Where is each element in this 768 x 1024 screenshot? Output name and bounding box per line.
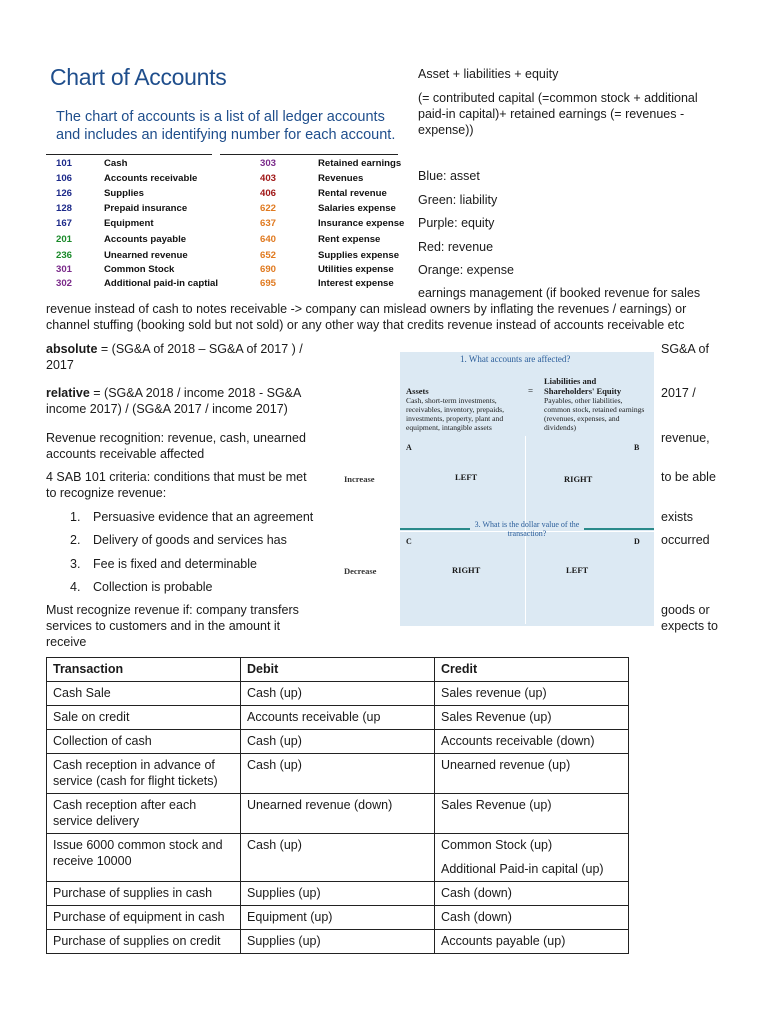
criterion-number: 1. (70, 510, 81, 524)
legend-orange: Orange: expense (418, 263, 514, 277)
criterion-item (70, 556, 257, 572)
teal-line-left (400, 528, 470, 530)
coa-account-number: 637 (260, 218, 277, 229)
transaction-cell (47, 794, 241, 834)
transaction-cell-text: Cash reception in advance of service (cash for flight tickets) (53, 758, 218, 788)
relative-formula-end: income 2017) / (SG&A 2017 / income 2017) (46, 402, 288, 416)
transaction-cell-text: Issue 6000 common stock and receive 10000 (53, 838, 223, 868)
criterion-text: Fee is fixed and determinable (93, 557, 257, 571)
table-header-row (47, 658, 629, 682)
coa-account-number: 403 (260, 173, 277, 184)
coa-account-number: 690 (260, 264, 277, 275)
coa-account-name: Salaries expense (318, 203, 396, 214)
criterion-number: 2. (70, 533, 81, 547)
table-row (47, 882, 629, 906)
credit-cell-text: Accounts receivable (down) (441, 734, 595, 748)
table-row (47, 730, 629, 754)
transaction-cell (47, 930, 241, 954)
table-row (47, 930, 629, 954)
credit-cell (435, 754, 629, 794)
debit-cell (241, 754, 435, 794)
transaction-cell-text: Sale on credit (53, 710, 130, 724)
coa-account-name: Common Stock (104, 264, 175, 275)
debit-cell (241, 930, 435, 954)
table-row (47, 834, 629, 882)
must-recognize-cont: goods or (661, 603, 710, 617)
coa-account-name: Cash (104, 158, 128, 169)
criterion-item (70, 532, 287, 548)
coa-account-name: Interest expense (318, 278, 394, 289)
legend-blue: Blue: asset (418, 169, 480, 183)
coa-divider-left (46, 154, 212, 155)
absolute-formula-cont: SG&A of (661, 342, 709, 356)
absolute-formula-text: = (SG&A of 2018 – SG&A of 2017 ) / (97, 342, 303, 356)
criterion-text: Collection is probable (93, 580, 213, 594)
corner-c: C (406, 537, 412, 546)
criterion-text: Delivery of goods and services has (93, 533, 287, 547)
must-recognize-end: receive (46, 635, 87, 649)
debit-cell (241, 882, 435, 906)
revenue-recognition-end: accounts receivable affected (46, 447, 205, 461)
must-recognize: Must recognize revenue if: company transfers (46, 603, 299, 617)
legend-purple: Purple: equity (418, 216, 495, 230)
credit-cell (435, 930, 629, 954)
debit-credit-diagram (340, 352, 656, 626)
left-bottom-label: LEFT (566, 565, 589, 575)
coa-account-name: Rent expense (318, 234, 381, 245)
debit-cell-text: Supplies (up) (247, 934, 321, 948)
credit-cell-extra-text: Additional Paid-in capital (up) (441, 862, 604, 876)
transaction-cell (47, 834, 241, 882)
coa-account-name: Supplies (104, 188, 144, 199)
equation-detail: (= contributed capital (=common stock + additional paid-in capital)+ retained earnings (= revenues - expense)) (418, 91, 698, 137)
coa-account-name: Unearned revenue (104, 250, 188, 261)
criterion-text: Persuasive evidence that an agreement (93, 510, 314, 524)
debit-cell-text: Equipment (up) (247, 910, 333, 924)
debit-cell (241, 906, 435, 930)
table-row (47, 754, 629, 794)
diagram-question-3: 3. What is the dollar value of the transaction? (474, 520, 580, 538)
coa-account-number: 106 (56, 173, 73, 184)
accounting-notes (418, 66, 718, 138)
debit-cell-text: Accounts receivable (up (247, 710, 381, 724)
credit-cell-text: Cash (down) (441, 910, 512, 924)
revenue-recognition-cont: revenue, (661, 431, 710, 445)
credit-cell (435, 906, 629, 930)
credit-cell-text: Unearned revenue (up) (441, 758, 571, 772)
coa-account-name: Retained earnings (318, 158, 402, 169)
earnings-line-2: revenue instead of cash to notes receivable -> company can mislead owners by inflating the revenues / earnings) or (46, 302, 687, 316)
chart-of-accounts-figure (46, 62, 408, 290)
coa-title: Chart of Accounts (50, 64, 227, 90)
sab-criteria-heading-end: to recognize revenue: (46, 486, 167, 500)
transaction-cell (47, 706, 241, 730)
coa-description: The chart of accounts is a list of all ledger accounts and includes an identifying number for each account. (56, 109, 396, 143)
coa-account-number: 101 (56, 158, 73, 169)
legend-green: Green: liability (418, 192, 498, 207)
coa-account-name: Supplies expense (318, 250, 400, 261)
coa-account-number: 301 (56, 264, 73, 275)
credit-cell (435, 834, 629, 882)
coa-account-number: 652 (260, 250, 277, 261)
coa-account-number: 303 (260, 158, 277, 169)
absolute-formula (46, 341, 303, 357)
coa-account-number: 167 (56, 218, 73, 229)
debit-cell-text: Cash (up) (247, 734, 302, 748)
header-credit: Credit (435, 658, 629, 682)
credit-cell (435, 730, 629, 754)
transaction-cell-text: Purchase of supplies on credit (53, 934, 221, 948)
transaction-cell-text: Collection of cash (53, 734, 152, 748)
credit-cell-text: Sales Revenue (up) (441, 798, 552, 812)
criterion-item (70, 579, 213, 595)
coa-account-number: 128 (56, 203, 73, 214)
criterion-number: 4. (70, 580, 81, 594)
transaction-cell (47, 882, 241, 906)
diagram-question-1: 1. What accounts are affected? (460, 354, 571, 364)
transaction-cell-text: Purchase of supplies in cash (53, 886, 213, 900)
must-recognize-line2: services to customers and in the amount it (46, 619, 281, 633)
coa-account-number: 126 (56, 188, 73, 199)
sab-criteria-heading: 4 SAB 101 criteria: conditions that must be met (46, 470, 307, 484)
header-transaction: Transaction (47, 658, 241, 682)
credit-cell-text: Sales Revenue (up) (441, 710, 552, 724)
credit-cell-text: Cash (down) (441, 886, 512, 900)
debit-cell (241, 794, 435, 834)
debit-cell-text: Unearned revenue (down) (247, 798, 393, 812)
transaction-cell (47, 754, 241, 794)
right-top-label: RIGHT (564, 474, 593, 484)
debit-cell (241, 682, 435, 706)
earnings-line-3: channel stuffing (booking sold but not sold) or any other way that credits revenue instead of accounts receivable etc (46, 318, 685, 332)
coa-account-number: 640 (260, 234, 277, 245)
debit-cell (241, 706, 435, 730)
coa-account-name: Rental revenue (318, 188, 387, 199)
assets-heading: Assets (406, 386, 429, 396)
credit-cell (435, 706, 629, 730)
coa-account-name: Prepaid insurance (104, 203, 188, 214)
transaction-cell-text: Purchase of equipment in cash (53, 910, 225, 924)
color-legend (418, 168, 514, 286)
revenue-recognition: Revenue recognition: revenue, cash, unearned (46, 431, 306, 445)
absolute-label: absolute (46, 342, 98, 356)
transaction-table (46, 657, 629, 954)
table-body (47, 682, 629, 954)
table-row (47, 906, 629, 930)
sab-criteria-heading-cont: to be able (661, 470, 716, 484)
criterion-item (70, 509, 313, 525)
credit-cell-text: Common Stock (up) (441, 838, 553, 852)
table-row (47, 706, 629, 730)
right-bottom-label: RIGHT (452, 565, 481, 575)
teal-line-right (584, 528, 654, 530)
transaction-cell-text: Cash Sale (53, 686, 111, 700)
credit-cell (435, 882, 629, 906)
transaction-cell (47, 682, 241, 706)
coa-account-name: Equipment (104, 218, 154, 229)
coa-account-name: Accounts payable (104, 234, 187, 245)
coa-account-number: 406 (260, 188, 277, 199)
coa-account-number: 622 (260, 203, 277, 214)
liabilities-heading: Liabilities and Shareholders' Equity (544, 376, 622, 396)
debit-cell-text: Cash (up) (247, 686, 302, 700)
coa-account-number: 302 (56, 278, 73, 289)
decrease-label: Decrease (344, 566, 377, 576)
coa-account-number: 236 (56, 250, 73, 261)
coa-account-name: Utilities expense (318, 264, 394, 275)
earnings-line-1: earnings management (if booked revenue for sales (418, 286, 701, 300)
credit-cell-text: Sales revenue (up) (441, 686, 547, 700)
relative-formula (46, 385, 301, 401)
debit-cell-text: Cash (up) (247, 758, 302, 772)
coa-account-number: 695 (260, 278, 277, 289)
debit-cell (241, 730, 435, 754)
credit-cell (435, 682, 629, 706)
corner-b: B (634, 443, 640, 452)
coa-account-name: Additional paid-in captial (104, 278, 219, 289)
left-top-label: LEFT (455, 472, 478, 482)
relative-label: relative (46, 386, 90, 400)
coa-account-number: 201 (56, 234, 73, 245)
debit-cell-text: Cash (up) (247, 838, 302, 852)
criterion-1-tail: exists (661, 510, 693, 524)
equation-text: Asset + liabilities + equity (418, 67, 559, 81)
equals-sign: = (528, 386, 534, 396)
criterion-number: 3. (70, 557, 81, 571)
credit-cell (435, 794, 629, 834)
debit-cell (241, 834, 435, 882)
header-debit: Debit (241, 658, 435, 682)
coa-account-name: Insurance expense (318, 218, 405, 229)
assets-detail: Cash, short-term investments, receivables, inventory, prepaids, investments, property, plant and equipment, intangible assets (406, 396, 504, 432)
corner-d: D (634, 537, 640, 546)
relative-formula-text: = (SG&A 2018 / income 2018 - SG&A (89, 386, 302, 400)
transaction-cell (47, 730, 241, 754)
transaction-cell (47, 906, 241, 930)
coa-divider-right (220, 154, 398, 155)
legend-red: Red: revenue (418, 239, 494, 254)
table-row (47, 682, 629, 706)
criterion-2-tail: occurred (661, 533, 710, 547)
increase-label: Increase (344, 474, 375, 484)
coa-account-name: Revenues (318, 173, 364, 184)
credit-cell-text: Accounts payable (up) (441, 934, 566, 948)
transaction-cell-text: Cash reception after each service delivery (53, 798, 197, 828)
absolute-formula-end: 2017 (46, 358, 74, 372)
liabilities-detail: Payables, other liabilities, common stock, retained earnings (revenues, expenses, and dividends) (544, 396, 645, 432)
corner-a: A (406, 443, 412, 452)
must-recognize-cont2: expects to (661, 619, 718, 633)
coa-account-name: Accounts receivable (104, 173, 198, 184)
relative-formula-cont: 2017 / (661, 386, 696, 400)
table-row (47, 794, 629, 834)
debit-cell-text: Supplies (up) (247, 886, 321, 900)
